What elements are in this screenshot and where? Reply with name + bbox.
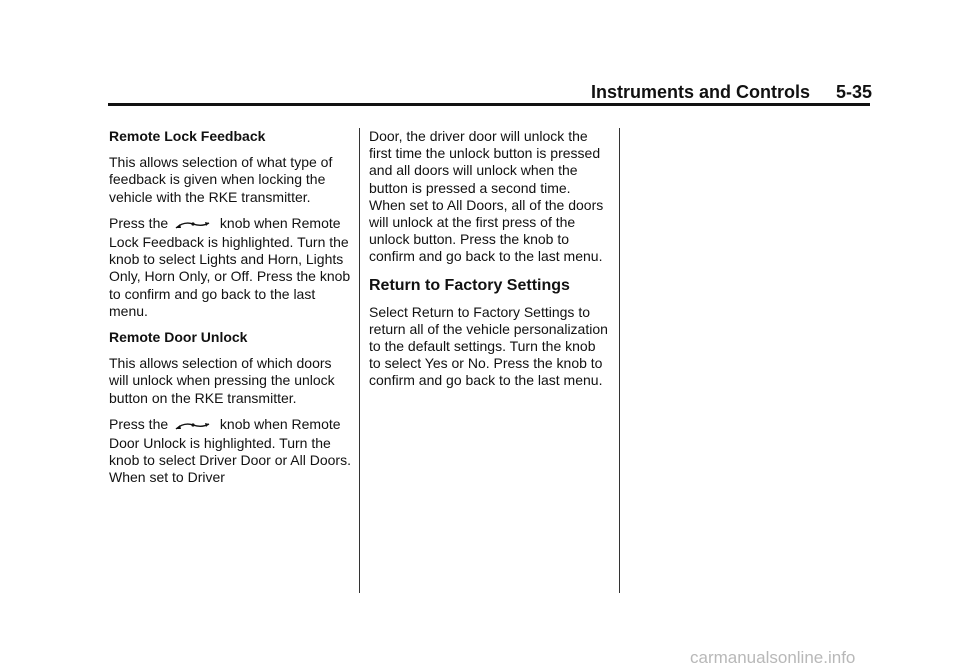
watermark: carmanualsonline.info [690, 648, 856, 667]
return-to-factory-settings-text: Select Return to Factory Settings to return all of the vehicle personalization to the default settings. Turn the knob to select Yes or No. Press the knob to confirm and go back to the last menu. [369, 303, 608, 389]
menu-knob-icon [174, 217, 212, 234]
page-number: 5-35 [835, 82, 872, 102]
return-to-factory-settings-heading: Return to Factory Settings [369, 276, 570, 294]
page-header [591, 82, 872, 103]
remote-door-unlock-intro: This allows selection of which doors will unlock when pressing the unlock button on the RKE transmitter. [109, 355, 335, 406]
remote-lock-feedback-instructions: Press the knob when Remote Lock Feedback is highlighted. Turn the knob to select Lights and Horn, Lights Only, Horn Only, or Off. Press the knob to confirm and go back to the last menu. [109, 214, 351, 319]
remote-door-unlock-instructions: Press the knob when Remote Door Unlock is highlighted. Turn the knob to select Driver Door or All Doors. When set to Driver [109, 415, 351, 486]
column-1 [109, 128, 351, 496]
column-2 [369, 128, 611, 399]
remote-door-unlock-heading: Remote Door Unlock [109, 329, 248, 346]
remote-lock-feedback-heading: Remote Lock Feedback [109, 128, 266, 144]
remote-door-unlock-continued: Door, the driver door will unlock the first time the unlock button is pressed and all doors will unlock when the button is pressed a second time. When set to All Doors, all of the doors will unlock at the first press of the unlock button. Press the knob to confirm and go back to the last menu. [369, 128, 604, 265]
section-title: Instruments and Controls [590, 82, 810, 102]
column-divider-1 [359, 128, 360, 593]
header-rule [108, 103, 870, 106]
remote-lock-feedback-intro: This allows selection of what type of feedback is given when locking the vehicle with the RKE transmitter. [109, 154, 333, 205]
menu-knob-icon [174, 418, 212, 435]
column-divider-2 [619, 128, 620, 593]
